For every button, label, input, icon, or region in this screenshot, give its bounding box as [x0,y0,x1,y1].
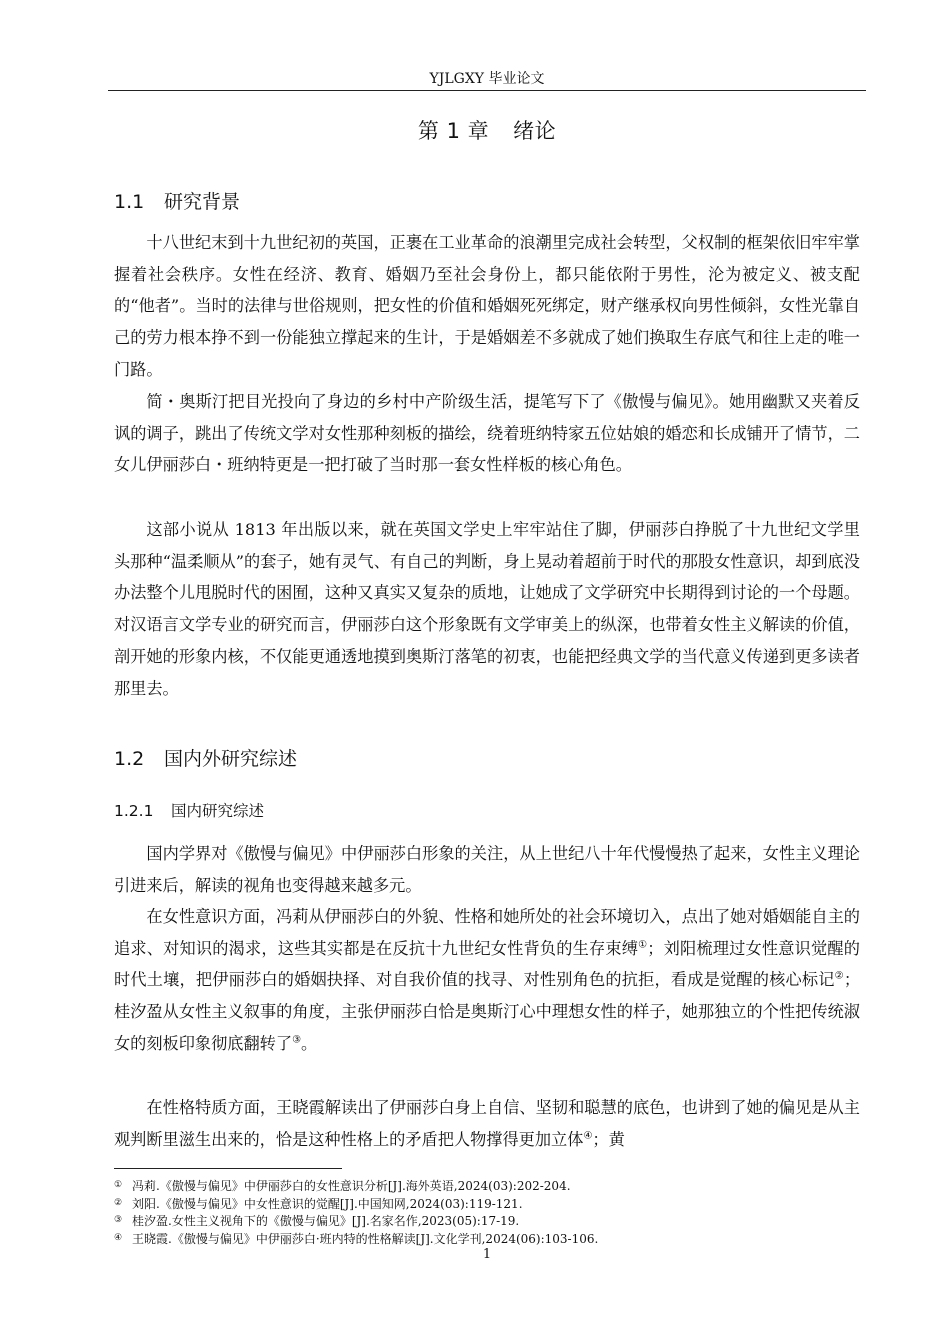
footnote-text: 桂汐盈.女性主义视角下的《傲慢与偏见》[J].名家名作,2023(05):17-19. [132,1214,520,1228]
text-run: 在女性意识方面，冯莉从伊丽莎白的外貌、性格和她所处的社会环境切入，点出了她对婚姻能自主的追求、对知识的渴求，这些其实都是在反抗十九世纪女性背负的生存束缚 [114,907,860,958]
domestic-review-paragraph-3 [114,1092,860,1155]
section-number: 1.2 [114,748,145,770]
background-paragraph-1: 十八世纪末到十九世纪初的英国，正裹在工业革命的浪潮里完成社会转型，父权制的框架依旧牢牢掌握着社会秩序。女性在经济、教育、婚姻乃至社会身份上，都只能依附于男性，沦为被定义、被支配的“他者”。当时的法律与世俗规则，把女性的价值和婚姻死死绑定，财产继承权向男性倾斜，女性光靠自己的劳力根本挣不到一份能独立撑起来的生计，于是婚姻差不多就成了她们换取生存底气和往上走的唯一门路。 [114,233,860,379]
footnote-mark: ① [114,1180,123,1190]
subsection-number: 1.2.1 [114,802,154,820]
footnote-ref-3[interactable]: ③ [292,1034,302,1046]
section-title: 研究背景 [164,191,241,213]
footnote-separator [114,1168,342,1169]
subsection-title: 国内研究综述 [171,802,265,820]
footnote-text: 王晓霞.《傲慢与偏见》中伊丽莎白·班内特的性格解读[J].文化学刊,2024(06):103-106. [132,1231,599,1246]
domestic-review-paragraph-2 [114,901,860,1060]
footnote-ref-1[interactable]: ① [638,939,648,951]
background-paragraph-2: 简・奥斯汀把目光投向了身边的乡村中产阶级生活，提笔写下了《傲慢与偏见》。她用幽默又夹着反讽的调子，跳出了传统文学对女性那种刻板的描绘，绕着班纳特家五位姑娘的婚恋和长成铺开了情节，二女儿伊丽莎白・班纳特更是一把打破了当时那一套女性样板的核心角色。 [114,392,860,475]
section-number: 1.1 [114,191,145,213]
page-number: 1 [482,1247,492,1262]
section-heading-1-2 [114,744,297,774]
footnote-3 [114,1213,860,1231]
domestic-review-paragraph-1: 国内学界对《傲慢与偏见》中伊丽莎白形象的关注，从上世纪八十年代慢慢热了起来，女性主义理论引进来后，解读的视角也变得越来越多元。 [114,844,860,895]
subsection-heading-1-2-1 [114,798,264,824]
footnote-mark: ④ [114,1232,123,1243]
background-paragraph-3: 这部小说从 1813 年出版以来，就在英国文学史上牢牢站住了脚，伊丽莎白挣脱了十九世纪文学里头那种“温柔顺从”的套子，她有灵气、有自己的判断，身上晃动着超前于时代的那股女性意识，却到底没办法整个儿甩脱时代的困囿，这种又真实又复杂的质地，让她成了文学研究中长期得到讨论的一个母题。对汉语言文学专业的研究而言，伊丽莎白这个形象既有文学审美上的纵深，也带着女性主义解读的价值，剖开她的形象内核，不仅能更通透地摸到奥斯汀落笔的初衷，也能把经典文学的当代意义传递到更多读者那里去。 [114,520,860,698]
footnote-1 [114,1178,860,1196]
text-run: 。 [301,1033,318,1053]
text-run: ；黄 [592,1129,625,1149]
footnotes [114,1178,860,1248]
footnote-text: 刘阳.《傲慢与偏见》中女性意识的觉醒[J].中国知网,2024(03):119-121. [132,1196,523,1211]
page-header: YJLGXY 毕业论文 [108,68,866,91]
footnote-text: 冯莉.《傲慢与偏见》中伊丽莎白的女性意识分析[J].海外英语,2024(03):202-204. [132,1179,571,1193]
text-run: 在性格特质方面，王晓霞解读出了伊丽莎白身上自信、坚韧和聪慧的底色，也讲到了她的偏见是从主观判断里滋生出来的，恰是这种性格上的矛盾把人物撑得更加立体 [114,1098,860,1149]
footnote-ref-4[interactable]: ④ [583,1130,593,1142]
text-run: ；桂汐盈从女性主义叙事的角度，主张伊丽莎白恰是奥斯汀心中理想女性的样子，她那独立的个性把传统淑女的刻板印象彻底翻转了 [114,970,860,1053]
footnote-2 [114,1196,860,1214]
footnote-ref-2[interactable]: ② [834,971,844,983]
chapter-title [108,114,866,148]
text-run: ；刘阳梳理过女性意识觉醒的时代土壤，把伊丽莎白的婚姻抉择、对自我价值的找寻、对性别角色的抗拒，看成是觉醒的核心标记 [114,938,860,990]
chapter-number: 第 1 章 [417,119,490,143]
footnote-mark: ③ [114,1215,123,1225]
section-title: 国内外研究综述 [164,748,298,770]
section-heading-1-1 [114,187,240,217]
footnote-mark: ② [114,1197,123,1208]
chapter-name: 绪论 [513,119,557,143]
